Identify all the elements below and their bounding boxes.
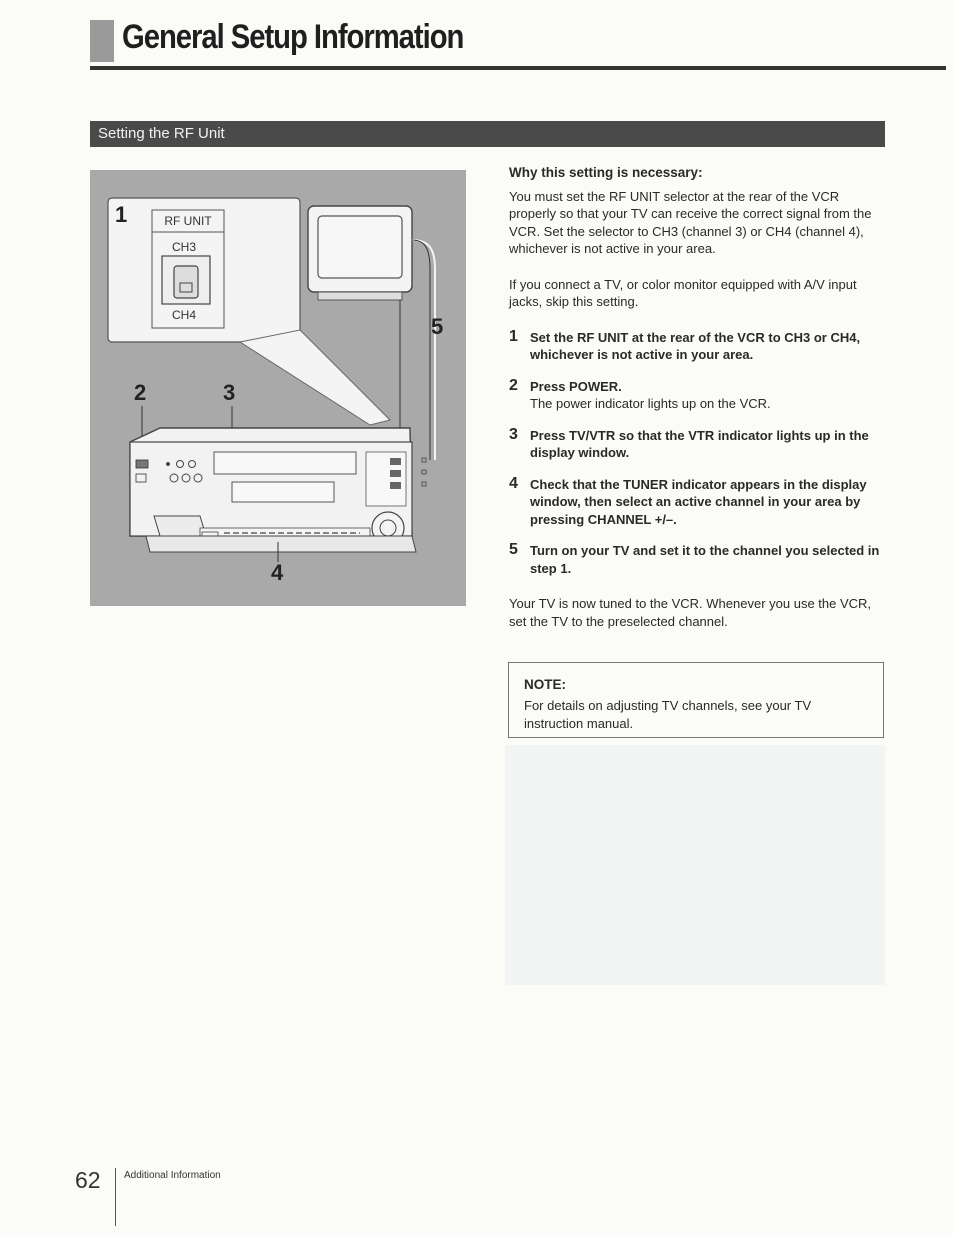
step-item (509, 329, 889, 364)
section-title: Setting the RF Unit (98, 125, 225, 142)
why-paragraph: You must set the RF UNIT selector at the rear of the VCR properly so that your TV can receive the correct signal from the VCR. Set the selector to CH3 (channel 3) or CH4 (channel 4), whichever is not active in your area. (509, 188, 872, 256)
vcr-display-window (214, 452, 356, 474)
step-heading: Check that the TUNER indicator appears in the display window, then select an active channel in your area by pressing CHANNEL +/–. (530, 476, 867, 527)
step-item (509, 476, 889, 529)
step-number: 3 (509, 425, 518, 443)
why-heading: Why this setting is necessary: (509, 165, 703, 180)
ch4-label: CH4 (171, 308, 197, 322)
step-body: The power indicator lights up on the VCR. (530, 396, 771, 411)
callout-2: 2 (134, 380, 147, 405)
note-box (508, 662, 884, 738)
step-number: 1 (509, 327, 518, 345)
step-heading: Turn on your TV and set it to the channel you selected in step 1. (530, 543, 880, 576)
vcr-cassette-slot (232, 482, 334, 502)
step-heading: Press TV/VTR so that the VTR indicator lights up in the display window. (530, 427, 869, 460)
title-rule (90, 66, 946, 70)
step-heading: Press POWER. (530, 378, 622, 394)
vcr-setup-illustration (90, 170, 466, 606)
skip-paragraph: If you connect a TV, or color monitor equipped with A/V input jacks, skip this setting. (509, 276, 857, 309)
section-header-bar (90, 121, 885, 147)
footer-rule (115, 1168, 116, 1226)
instructions-column (509, 164, 889, 648)
callout-4: 4 (271, 560, 284, 585)
step-heading: Set the RF UNIT at the rear of the VCR to CH3 or CH4, whichever is not active in your area. (530, 329, 861, 362)
step-item (509, 378, 889, 413)
show-through-area (505, 745, 885, 985)
rf-unit-label: RF UNIT (164, 214, 212, 228)
callout-1: 1 (115, 202, 128, 227)
footer-section-label: Additional Information (124, 1170, 221, 1181)
step-number: 5 (509, 541, 518, 558)
closing-paragraph: Your TV is now tuned to the VCR. Whenever you use the VCR, set the TV to the preselected channel. (509, 596, 872, 629)
page-number: 62 (75, 1167, 101, 1193)
tv-screen (318, 216, 402, 278)
step-item (509, 542, 889, 577)
power-button (136, 460, 148, 468)
callout-5: 5 (431, 314, 444, 339)
page-title: General Setup Information (122, 18, 464, 56)
note-text: For details on adjusting TV channels, see your TV instruction manual. (524, 698, 812, 731)
step-number: 2 (509, 376, 518, 394)
callout-3: 3 (223, 380, 236, 405)
step-item (509, 427, 889, 462)
note-heading: NOTE: (524, 677, 566, 692)
title-marker-block (90, 20, 114, 62)
step-number: 4 (509, 474, 518, 492)
ch3-label: CH3 (171, 240, 197, 254)
